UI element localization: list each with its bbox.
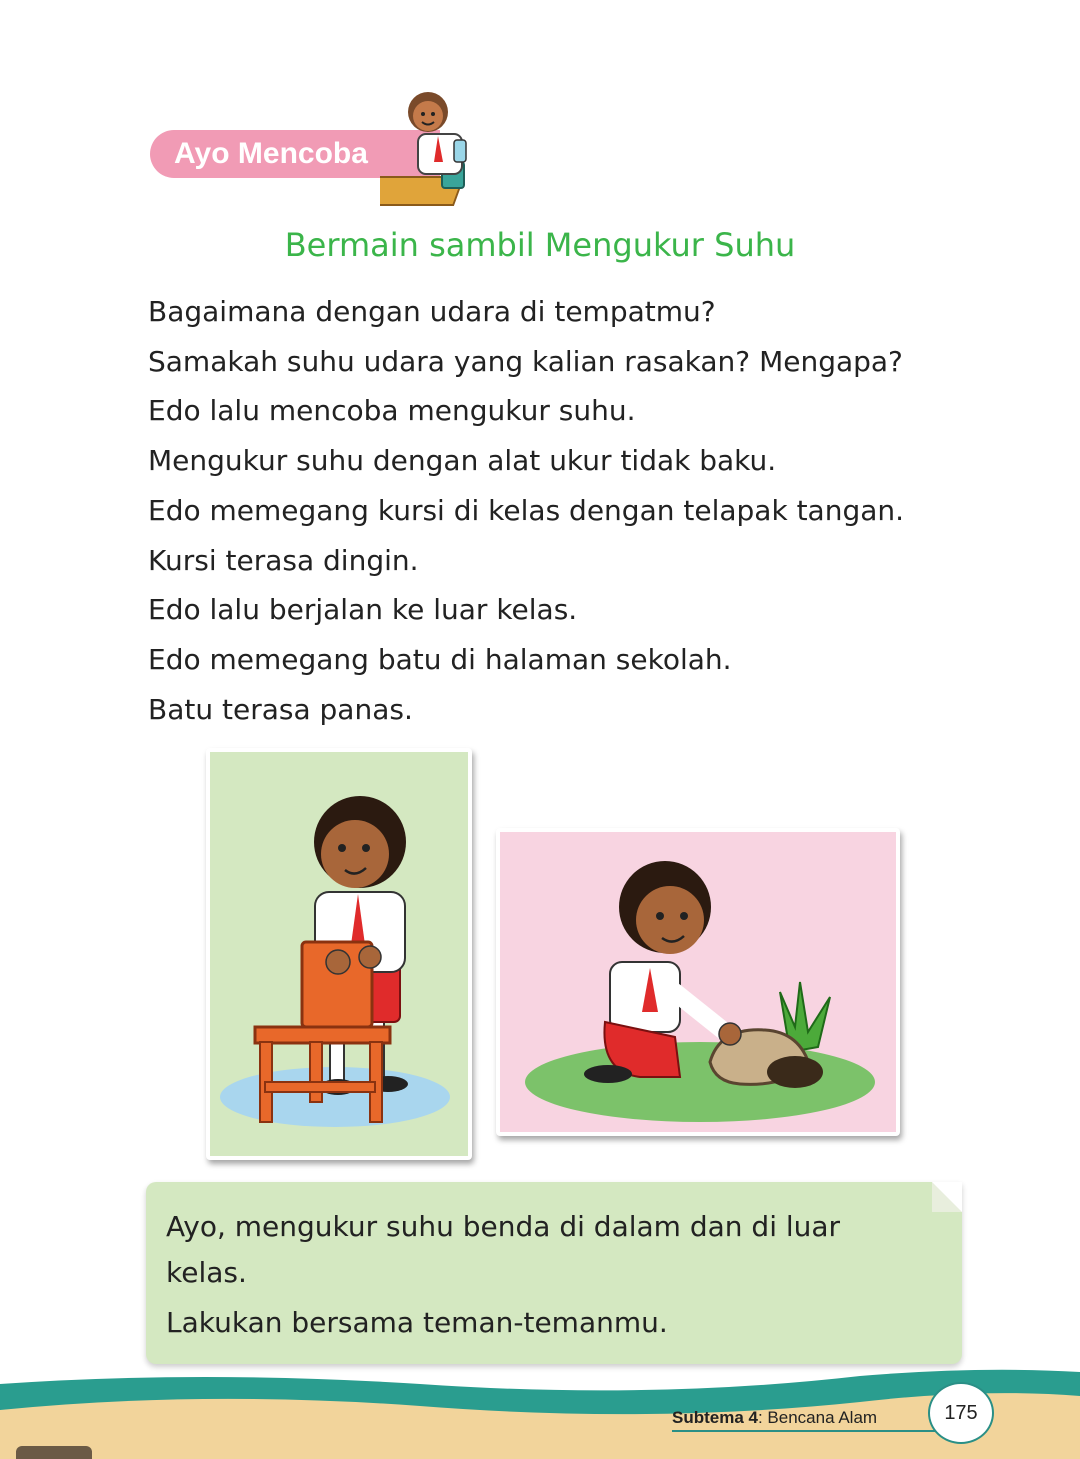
note-line: kelas. xyxy=(166,1256,247,1289)
page-title: Bermain sambil Mengukur Suhu xyxy=(284,226,796,264)
paragraph-line: Edo memegang batu di halaman sekolah. xyxy=(148,642,732,676)
note-line: Ayo, mengukur suhu benda di dalam dan di luar xyxy=(166,1210,841,1243)
subtheme-label: Subtema 4 xyxy=(672,1408,758,1427)
footer-subtheme xyxy=(672,1408,944,1432)
illustration-rock-card xyxy=(496,828,900,1136)
page-number: 175 xyxy=(928,1382,994,1444)
paragraph-line: Edo lalu berjalan ke luar kelas. xyxy=(148,593,578,627)
paragraph-line: Edo memegang kursi di kelas dengan telapak tangan. xyxy=(148,493,905,527)
body-text xyxy=(148,287,1008,734)
paragraph-line: Batu terasa panas. xyxy=(148,692,413,726)
paragraph-line: Samakah suhu udara yang kalian rasakan? Mengapa? xyxy=(148,344,903,378)
paragraph-line: Mengukur suhu dengan alat ukur tidak baku. xyxy=(148,444,777,478)
paragraph-line: Edo lalu mencoba mengukur suhu. xyxy=(148,394,636,428)
paragraph-line: Kursi terasa dingin. xyxy=(148,543,419,577)
boy-experiment-icon xyxy=(380,82,505,217)
note-line: Lakukan bersama teman-temanmu. xyxy=(166,1306,668,1339)
paragraph-line: Bagaimana dengan udara di tempatmu? xyxy=(148,295,716,328)
instruction-note xyxy=(146,1182,962,1364)
illustration-chair-card xyxy=(206,748,472,1160)
boy-touching-chair-icon xyxy=(210,752,468,1156)
section-badge-label: Ayo Mencoba xyxy=(174,137,368,170)
corner-tab xyxy=(16,1446,92,1459)
boy-touching-rock-icon xyxy=(500,832,896,1132)
subtheme-title: : Bencana Alam xyxy=(757,1408,878,1427)
